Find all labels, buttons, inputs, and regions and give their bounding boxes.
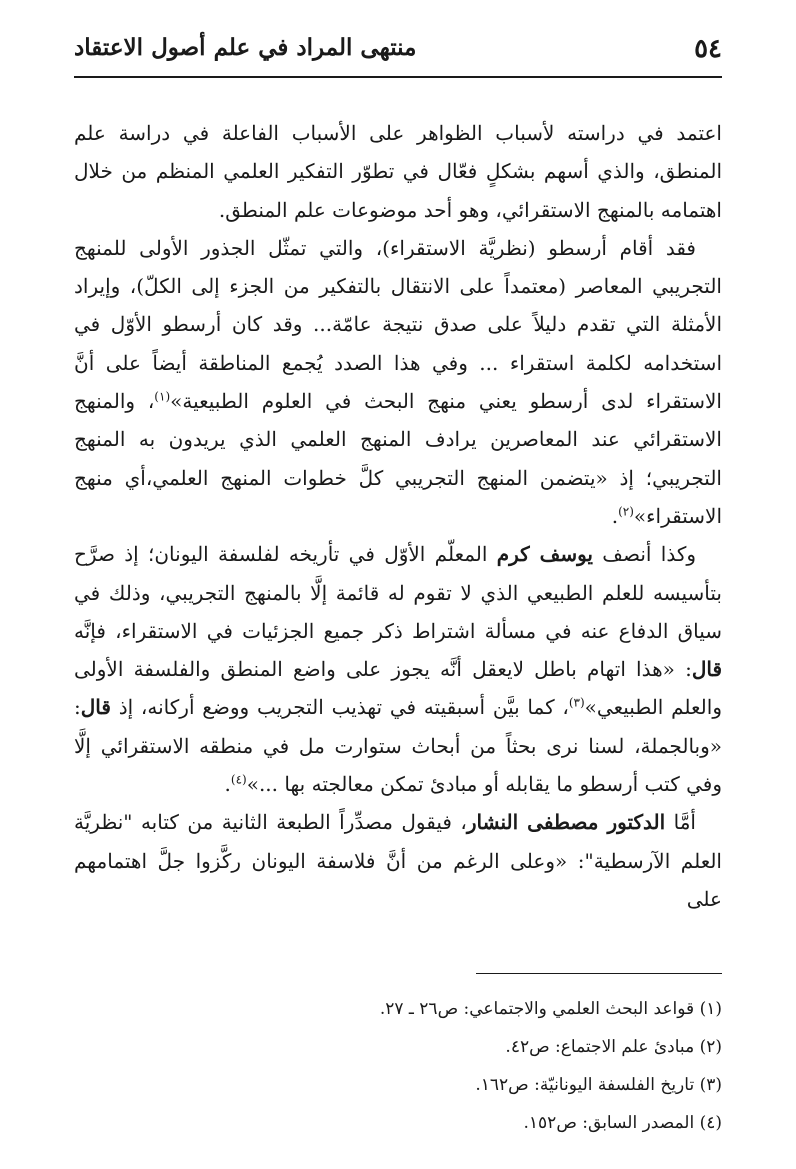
text-run: فقد أقام أرسطو (نظريَّة الاستقراء)، والتي تمثّل الجذور الأولى للمنهج التجريبي المعاصر (معتمداً على الانتقال بالتفكير من الجزء إلى الكلّ)، وإيراد الأمثلة التي تقدم دليلاً على صدق نتيجة عامّة... وقد كان أرسطو الأوّل في استخدامه لكلمة استقراء ... وفي هذا الصدد يُجمع المناطقة أيضاً على أنَّ الاستقراء لدى أرسطو يعني منهج البحث في العلوم الطبيعية» bbox=[74, 235, 722, 414]
paragraph-1 bbox=[74, 114, 722, 229]
text-run: . bbox=[611, 503, 619, 528]
bold-name: يوسف كرم bbox=[496, 542, 593, 567]
body-text bbox=[74, 114, 722, 918]
paragraph-3 bbox=[74, 535, 722, 803]
text-run: المعلّم الأوّل في تأريخه لفلسفة اليونان؛ إذ صرَّح بتأسيسه للعلم الطبيعي الذي لا تقوم له قائمة إلَّا بالمنهج التجريبي، وذلك في سياق الدفاع عنه في مسألة اشتراط ذكر جميع الجزئيات في الاستقراء، فإنَّه bbox=[74, 542, 722, 643]
bold-name: قال bbox=[80, 695, 111, 720]
text-run: ، والمنهج الاستقرائي عند المعاصرين يرادف المنهج العلمي الذي يريدون به المنهج التجريبي؛ إذ «يتضمن المنهج التجريبي كلَّ خطوات المنهج العلمي،أي منهج الاستقراء» bbox=[74, 389, 722, 528]
text-run: : «هذا اتهام باطل لايعقل أنَّه يجوز على واضع المنطق والفلسفة الأولى والعلم الطبيعي» bbox=[74, 657, 722, 720]
footnote-3: (٣) تاريخ الفلسفة اليونانيّة: ص١٦٢. bbox=[475, 1075, 722, 1095]
paragraph-4 bbox=[74, 803, 722, 918]
footnote-separator bbox=[476, 973, 722, 974]
footnote-marker: (٢) bbox=[618, 504, 634, 519]
text-run: أمَّا bbox=[665, 810, 696, 835]
text-run: ، فيقول مصدِّراً الطبعة الثانية من كتابه "نظريَّة العلم الآرسطية": «وعلى الرغم من أنَّ فلاسفة اليونان ركَّزوا جلَّ اهتمامهم على bbox=[74, 810, 722, 911]
footnote-marker: (٤) bbox=[230, 772, 247, 787]
text-run: : «وبالجملة، لسنا نرى بحثاً من أبحاث ستوارت مل في منطقه الاستقرائي إلَّا وفي كتب أرسطو ما يقابله أو مبادئ تمكن معالجته بها ...» bbox=[74, 695, 722, 797]
header-rule bbox=[74, 76, 722, 78]
page-header bbox=[74, 30, 722, 76]
footnotes bbox=[74, 990, 722, 1142]
footnote-1: (١) قواعد البحث العلمي والاجتماعي: ص٢٦ ـ ٢٧. bbox=[379, 999, 722, 1019]
footnote-marker: (١) bbox=[154, 389, 171, 404]
text-run: وكذا أنصف bbox=[592, 542, 696, 567]
footnote-marker: (٣) bbox=[568, 695, 585, 710]
bold-name: قال bbox=[691, 657, 722, 682]
text-run: اعتمد في دراسته لأسباب الظواهر على الأسباب الفاعلة في دراسة علم المنطق، والذي أسهم بشكلٍ فعّال في تطوّر التفكير العلمي المنظم من خلال اهتمامه بالمنهج الاستقرائي، وهو أحد موضوعات علم المنطق. bbox=[74, 121, 722, 222]
footnote-4: (٤) المصدر السابق: ص١٥٢. bbox=[523, 1113, 722, 1133]
page-number: ٥٤ bbox=[694, 34, 722, 64]
footnote-2: (٢) مبادئ علم الاجتماع: ص٤٢. bbox=[505, 1037, 722, 1057]
text-run: ، كما بيَّن أسبقيته في تهذيب التجريب ووضع أركانه، إذ bbox=[110, 695, 569, 720]
running-title: منتهى المراد في علم أصول الاعتقاد bbox=[74, 34, 417, 61]
paragraph-2 bbox=[74, 229, 722, 535]
text-run: . bbox=[224, 772, 231, 797]
bold-name: الدكتور مصطفى النشار bbox=[466, 810, 666, 835]
